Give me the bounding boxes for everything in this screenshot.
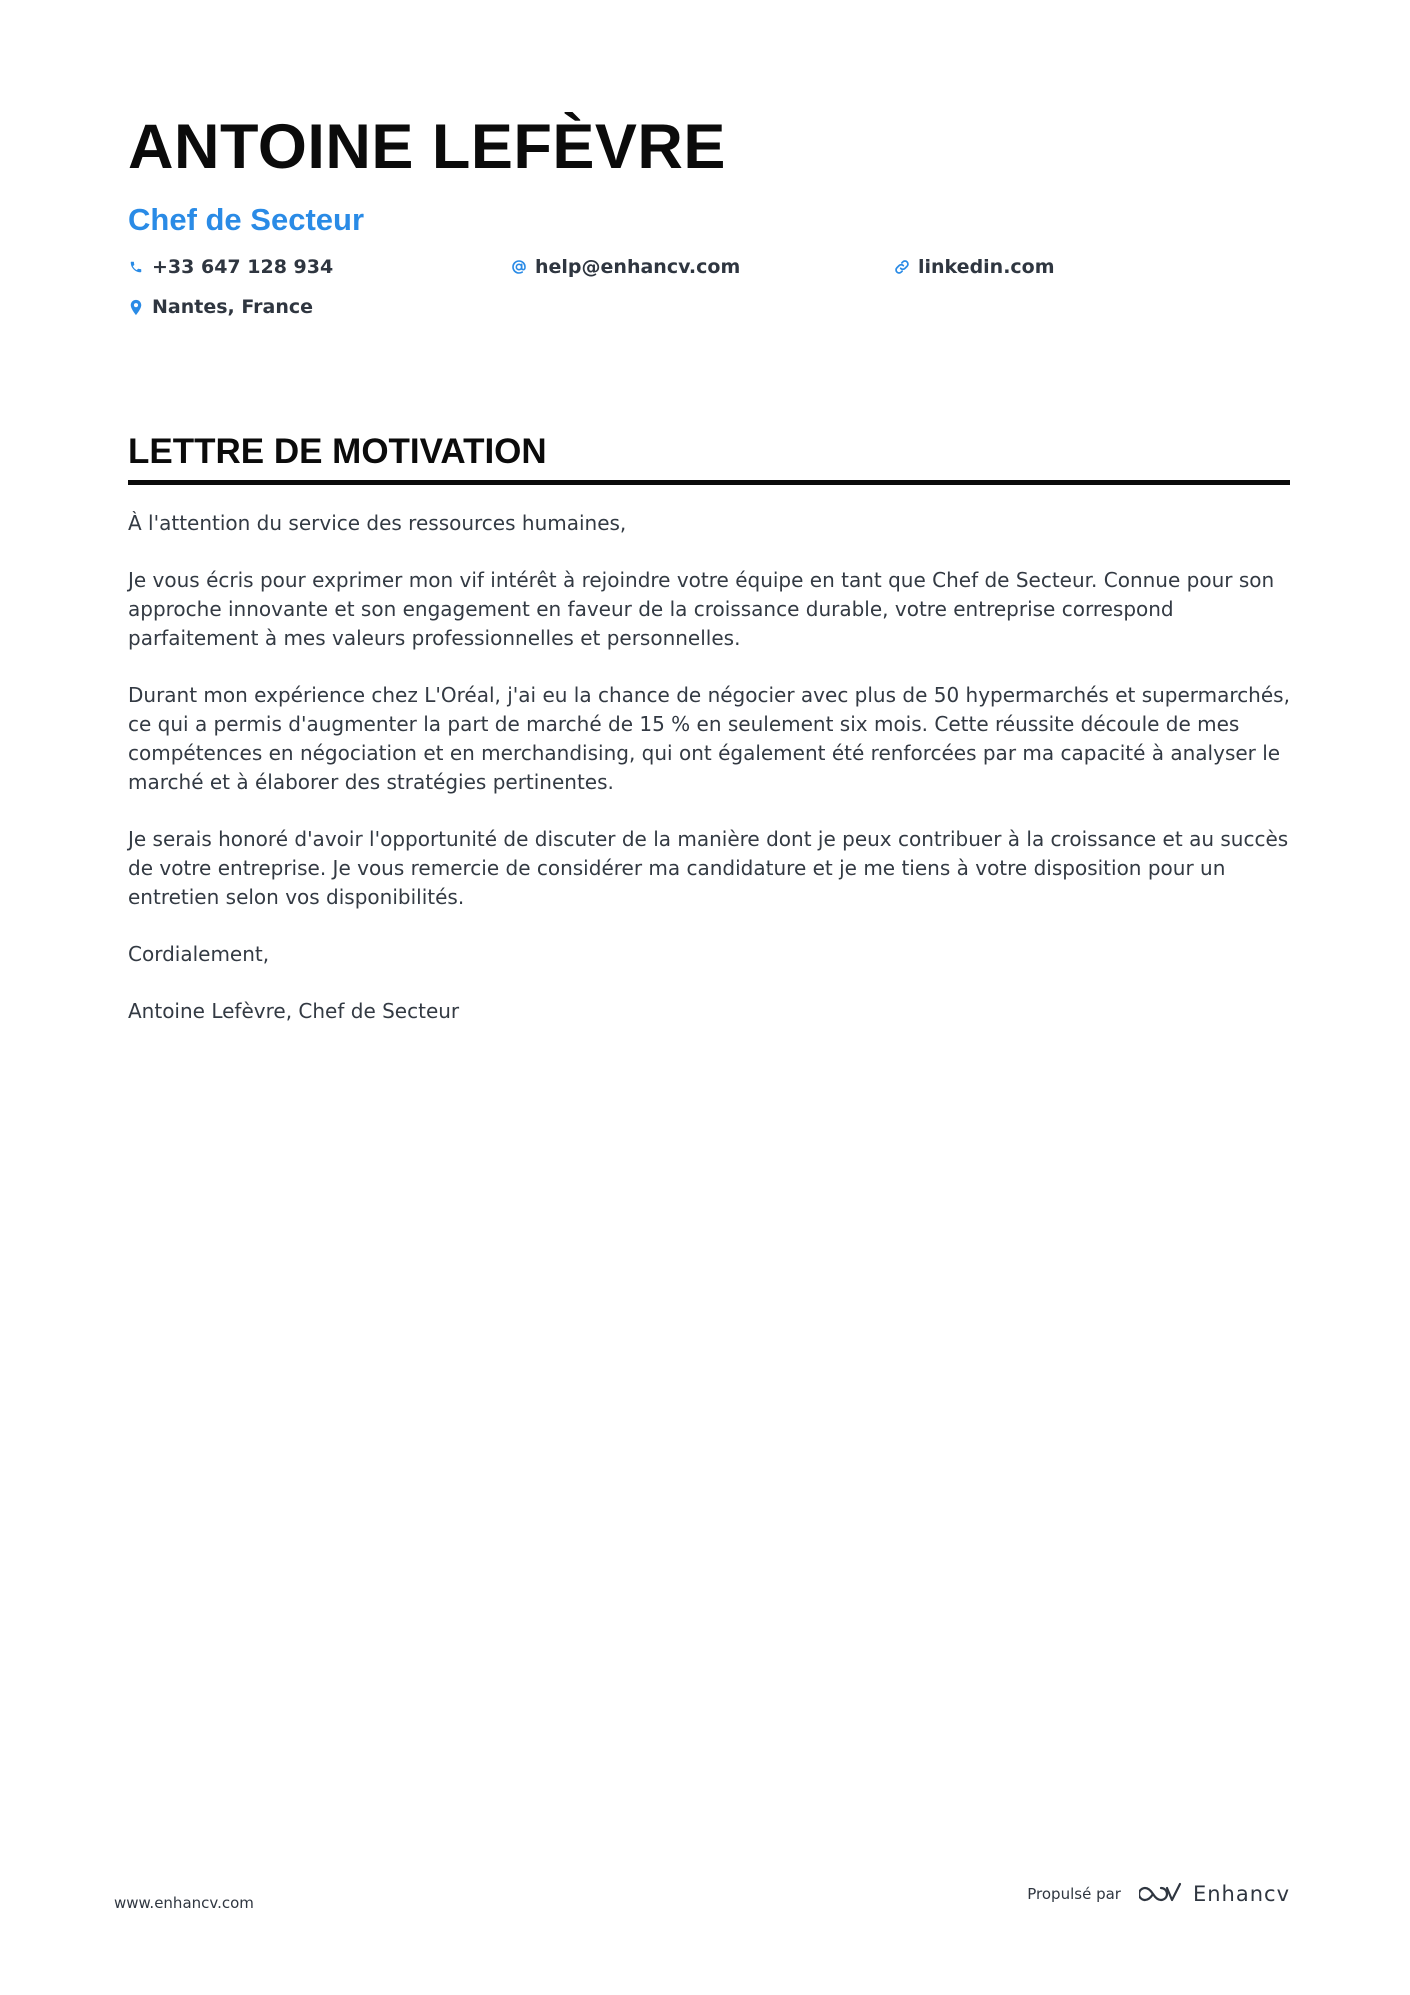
at-icon [511, 258, 527, 276]
link-icon [894, 258, 910, 276]
letter-salutation: À l'attention du service des ressources humaines, [128, 511, 627, 535]
brand-name: Enhancv [1192, 1882, 1290, 1906]
powered-by-text: Propulsé par [1027, 1885, 1121, 1903]
enhancv-logo-icon [1139, 1882, 1183, 1906]
section-divider [128, 480, 1290, 485]
cover-letter-section [128, 430, 1290, 1026]
email-text: help@enhancv.com [535, 256, 741, 278]
brand-logo[interactable] [1139, 1882, 1290, 1906]
footer-branding [1027, 1882, 1290, 1906]
job-title: Chef de Secteur [128, 202, 365, 237]
contact-info [128, 254, 1290, 334]
phone-text: +33 647 128 934 [152, 256, 334, 278]
contact-location [128, 294, 313, 320]
letter-paragraph: Je serais honoré d'avoir l'opportunité de discuter de la manière dont je peux contribuer à la croissance et au succès de votre entreprise. Je vous remercie de considérer ma candidature et je me tiens à votre disposition pour un entretien selon vos disponibilités. [128, 827, 1289, 909]
location-pin-icon [128, 298, 144, 316]
link-text: linkedin.com [918, 256, 1055, 278]
section-title: LETTRE DE MOTIVATION [128, 432, 547, 471]
document-content [128, 112, 1290, 1054]
letter-paragraph: Je vous écris pour exprimer mon vif intérêt à rejoindre votre équipe en tant que Chef de Secteur. Connue pour son approche innovante et son engagement en faveur de la croissance durable, votre entreprise correspond parfaitement à mes valeurs professionnelles et personnelles. [128, 568, 1275, 650]
location-text: Nantes, France [152, 296, 313, 318]
letter-paragraph: Durant mon expérience chez L'Oréal, j'ai eu la chance de négocier avec plus de 50 hypermarchés et supermarchés, ce qui a permis d'augmenter la part de marché de 15 % en seulement six mois. Cette réussite découle de mes compétences en négociation et en merchandising, qui ont également été renforcées par ma capacité à analyser le marché et à élaborer des stratégies pertinentes. [128, 683, 1290, 794]
footer-website[interactable]: www.enhancv.com [114, 1894, 254, 1912]
letter-body [128, 509, 1290, 1026]
contact-phone [128, 254, 333, 280]
candidate-name: ANTOINE LEFÈVRE [128, 112, 726, 182]
letter-signature: Antoine Lefèvre, Chef de Secteur [128, 999, 460, 1023]
contact-link[interactable] [894, 254, 1055, 280]
letter-closing: Cordialement, [128, 942, 270, 966]
phone-icon [128, 258, 144, 276]
contact-email[interactable] [511, 254, 740, 280]
